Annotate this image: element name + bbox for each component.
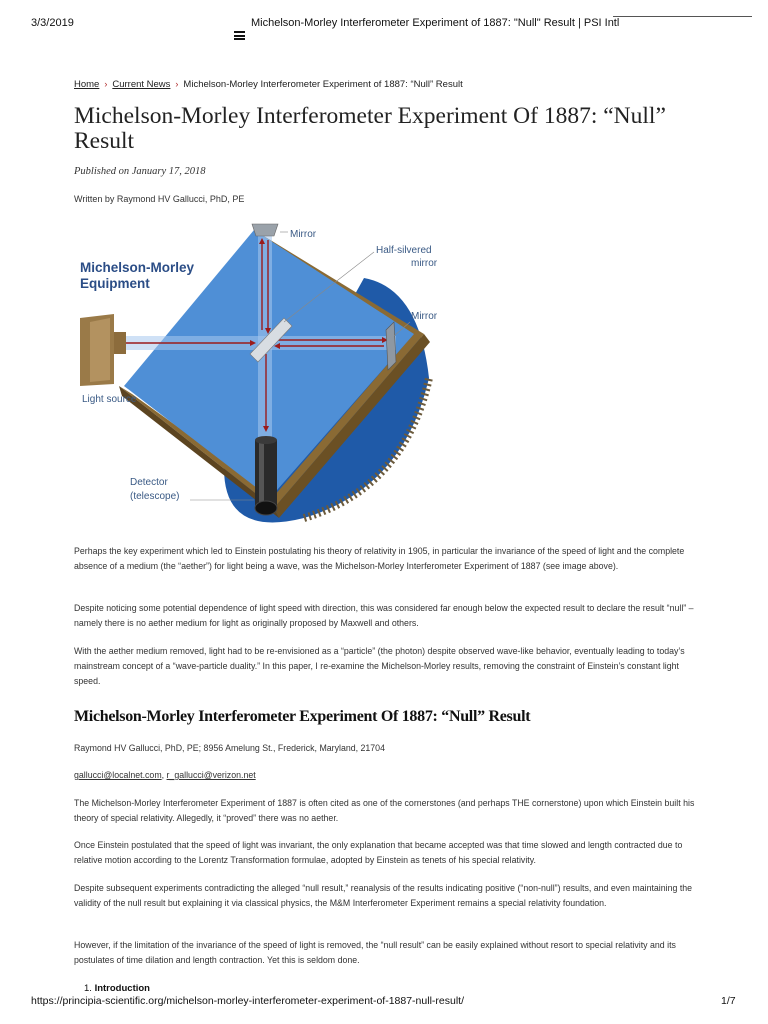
print-header <box>0 0 768 36</box>
section-paragraph-2: Once Einstein postulated that the speed of light was invariant, the only explanation that became accepted was that time slowed and length contracted due to relative motion according to the Lorentz Transformation formulae, adopted by Einstein as tenets of his special relativity. <box>74 840 683 865</box>
section-heading: Michelson-Morley Interferometer Experiment Of 1887: “Null” Result <box>74 708 531 725</box>
list-number: 1. <box>84 983 92 994</box>
detector-telescope <box>255 436 277 515</box>
menu-icon[interactable] <box>234 31 245 40</box>
breadcrumb-current: Michelson-Morley Interferometer Experiment of 1887: “Null” Result <box>183 79 463 90</box>
label-half-silvered-2: mirror <box>411 258 438 269</box>
email-link-2[interactable]: r_gallucci@verizon.net <box>166 770 256 780</box>
label-detector-1: Detector <box>130 477 168 488</box>
section-paragraph-1: The Michelson-Morley Interferometer Experiment of 1887 is often cited as one of the cornerstones (and perhaps THE cornerstone) upon which Einstein built his theory of special relativity. Allegedly, it “proved” there was no aether. <box>74 798 695 823</box>
michelson-morley-diagram <box>74 218 452 524</box>
figure-heading-line1: Michelson-Morley <box>80 260 195 275</box>
author-emails <box>74 768 704 783</box>
label-half-silvered-1: Half-silvered <box>376 245 432 256</box>
print-url: https://principia-scientific.org/michelson-morley-interferometer-experiment-of-1887-null-result/ <box>31 995 464 1007</box>
mirror-right <box>386 322 396 370</box>
print-page-number: 1/7 <box>721 995 736 1007</box>
mirror-top <box>252 224 278 236</box>
section-paragraph-4: However, if the limitation of the invariance of the speed of light is removed, the “null result” can be easily explained without resort to special relativity and its postulates of time dilation and length contraction. Yet this is seldom done. <box>74 940 676 965</box>
intro-paragraph-1: Perhaps the key experiment which led to Einstein postulating his theory of relativity in 1905, in particular the invariance of the speed of light and the complete absence of a medium (the “aether”) for light being a wave, was the Michelson-Morley Interferometer Experiment of 1887 (see image above). <box>74 546 685 571</box>
figure-heading-line2: Equipment <box>80 276 150 291</box>
intro-paragraph-3: With the aether medium removed, light had to be re-envisioned as a “particle” (the photon) despite observed wave-like behavior, eventually leading to today’s mainstream concept of a “wave-particle duality.” In this paper, I re-examine the Michelson-Morley results, removing the constraint of Einstein’s constant light speed. <box>74 646 685 686</box>
numbered-list-item <box>84 983 150 994</box>
label-mirror-top: Mirror <box>290 229 317 240</box>
label-mirror-right: Mirror <box>411 311 438 322</box>
label-detector-2: (telescope) <box>130 491 180 502</box>
breadcrumb-home-link[interactable]: Home <box>74 79 100 90</box>
published-date: Published on January 17, 2018 <box>74 166 206 177</box>
breadcrumb <box>74 79 463 90</box>
breadcrumb-news-link[interactable]: Current News <box>112 79 171 90</box>
email-link-1[interactable]: gallucci@localnet.com <box>74 770 162 780</box>
light-source-box <box>80 314 126 386</box>
author-address: Raymond HV Gallucci, PhD, PE; 8956 Amelung St., Frederick, Maryland, 21704 <box>74 743 385 753</box>
section-paragraph-3: Despite subsequent experiments contradicting the alleged “null result,” reanalysis of the results indicating positive (“non-null”) results, and even maintaining the validity of the null result but explaining it via classical physics, the M&M Interferometer Experiment remains a special relativity foundation. <box>74 883 693 908</box>
print-date: 3/3/2019 <box>31 17 74 29</box>
list-item-label: Introduction <box>94 983 150 994</box>
breadcrumb-separator: › <box>104 79 108 89</box>
email-separator: , <box>161 770 167 780</box>
byline: Written by Raymond HV Gallucci, PhD, PE <box>74 194 245 204</box>
intro-paragraph-2: Despite noticing some potential dependence of light speed with direction, this was considered far enough below the expected result to declare the result “null” – namely there is no aether medium for light as originally proposed by Maxwell and others. <box>74 603 694 628</box>
label-light-source: Light source <box>82 394 137 405</box>
print-title: Michelson-Morley Interferometer Experiment of 1887: "Null" Result | PSI Intl <box>251 17 620 29</box>
page-title: Michelson-Morley Interferometer Experiment Of 1887: “Null” Result <box>74 103 666 154</box>
breadcrumb-separator: › <box>175 79 179 89</box>
print-rule <box>613 16 752 17</box>
